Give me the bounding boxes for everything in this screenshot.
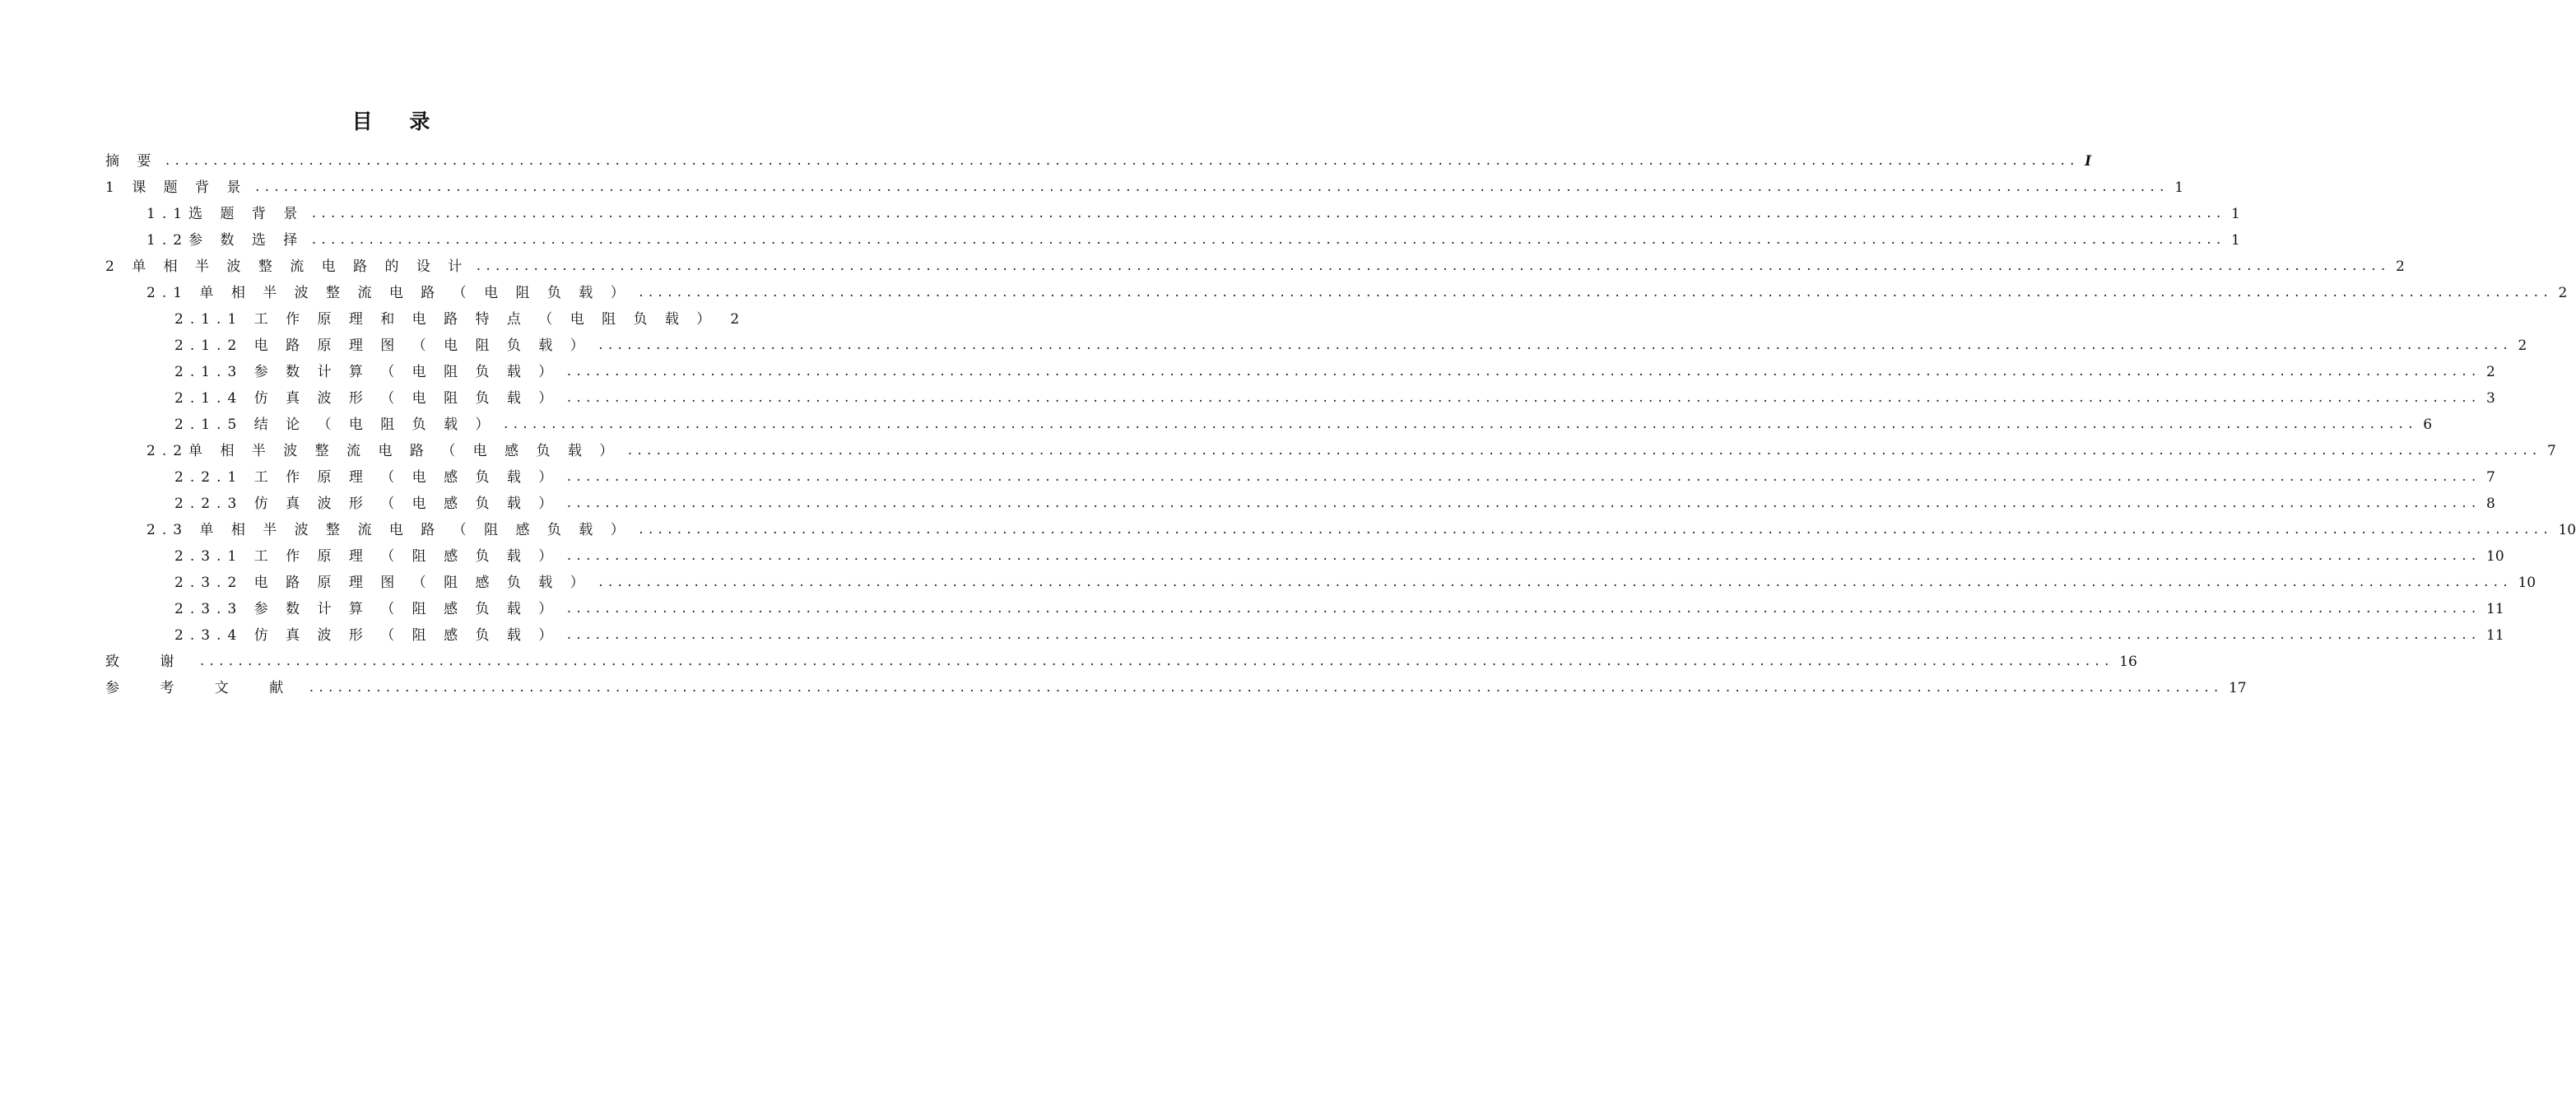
toc-entry-label: 2.2单 相 半 波 整 流 电 路 （ 电 感 负 载 ） (146, 443, 621, 459)
toc-leader-dots: ........................................................................................................................................................................................................ (310, 207, 2225, 221)
toc-entry[interactable] (174, 361, 2495, 384)
toc-leader-dots: ........................................................................................................................................................................................................ (565, 471, 2481, 484)
toc-entry-label: 2.3 单 相 半 波 整 流 电 路 （ 阻 感 负 载 ） (146, 522, 631, 538)
toc-entry-label: 2.2.1 工 作 原 理 （ 电 感 负 载 ） (174, 469, 560, 486)
toc-leader-dots: ........................................................................................................................................................................................................ (310, 234, 2225, 247)
toc-entry[interactable] (105, 677, 2247, 700)
toc-leader-dots: ........................................................................................................................................................................................................ (475, 260, 2390, 273)
toc-entry[interactable] (174, 334, 2527, 357)
toc-entry[interactable] (105, 150, 2092, 173)
toc-entry-page: 2 (2518, 338, 2527, 354)
toc-entry[interactable] (174, 466, 2495, 489)
toc-entry[interactable] (105, 650, 2137, 673)
toc-entry-page: 10 (2518, 575, 2536, 591)
toc-entry-label: 1.1选 题 背 景 (146, 206, 305, 222)
toc-entry-label: 2.1.5 结 论 （ 电 阻 负 载 ） (174, 417, 496, 433)
toc-entry-label: 摘 要 (105, 153, 158, 170)
toc-leader-dots: ........................................................................................................................................................................................................ (637, 286, 2552, 300)
toc-leader-dots: ........................................................................................................................................................................................................ (597, 576, 2512, 589)
toc-entry[interactable] (174, 571, 2536, 594)
toc-entry-page: 2 (2396, 258, 2405, 275)
toc-entry-page: 2 (2558, 285, 2568, 301)
toc-leader-dots: ........................................................................................................................................................................................................ (597, 339, 2512, 352)
toc-leader-dots: ........................................................................................................................................................................................................ (565, 603, 2481, 616)
toc-entry[interactable] (174, 492, 2495, 515)
toc-leader-dots: ........................................................................................................................................................................................................ (565, 497, 2481, 510)
toc-entry[interactable] (174, 387, 2495, 410)
toc-entry-page: I (2085, 153, 2092, 170)
toc-entry[interactable] (105, 255, 2405, 278)
toc-entry[interactable] (146, 203, 2240, 226)
toc-leader-dots: ........................................................................................................................................................................................................ (308, 682, 2222, 695)
toc-entry-page: 11 (2486, 627, 2504, 644)
toc-leader-dots: ........................................................................................................................................................................................................ (626, 445, 2541, 458)
toc-entry-label: 2 单 相 半 波 整 流 电 路 的 设 计 (105, 258, 469, 275)
toc-leader-dots: ........................................................................................................................................................................................................ (565, 392, 2481, 405)
toc-leader-dots: ........................................................................................................................................................................................................ (565, 629, 2481, 642)
toc-entry[interactable] (105, 176, 2184, 199)
toc-entry-label: 2.3.1 工 作 原 理 （ 阻 感 负 载 ） (174, 548, 560, 565)
toc-entry-page: 2 (730, 311, 740, 328)
toc-entry-label: 参 考 文 献 (105, 680, 302, 696)
toc-entry-label: 2.1.4 仿 真 波 形 （ 电 阻 负 载 ） (174, 390, 560, 407)
toc-leader-dots: ........................................................................................................................................................................................................ (164, 155, 2079, 168)
toc-entry-label: 2.3.2 电 路 原 理 图 （ 阻 感 负 载 ） (174, 575, 591, 591)
toc-leader-dots: ........................................................................................................................................................................................................ (253, 181, 2169, 194)
toc-entry-label: 2.1.1 工 作 原 理 和 电 路 特 点 （ 电 阻 负 载 ） (174, 311, 718, 328)
toc-entry[interactable] (174, 413, 2433, 436)
toc-leader-dots: ........................................................................................................................................................................................................ (198, 655, 2113, 668)
toc-entry[interactable] (174, 308, 740, 331)
toc-entry-label: 2.1.3 参 数 计 算 （ 电 阻 负 载 ） (174, 364, 560, 380)
toc-entry-page: 10 (2486, 548, 2504, 565)
toc-entry[interactable] (146, 519, 2576, 542)
toc-entry-label: 1 课 题 背 景 (105, 179, 248, 196)
toc-entry-page: 7 (2547, 443, 2556, 459)
toc-entry-label: 2.3.4 仿 真 波 形 （ 阻 感 负 载 ） (174, 627, 560, 644)
toc-leader-dots: ........................................................................................................................................................................................................ (637, 524, 2552, 537)
toc-entry-page: 3 (2486, 390, 2495, 407)
toc-entry[interactable] (174, 545, 2504, 568)
toc-title: 目 录 (351, 109, 445, 133)
toc-entry-page: 16 (2119, 654, 2137, 670)
toc-entry-label: 致 谢 (105, 654, 193, 670)
toc-leader-dots: ........................................................................................................................................................................................................ (502, 418, 2417, 431)
toc-entry-page: 1 (2231, 232, 2240, 249)
toc-leader-dots: ........................................................................................................................................................................................................ (565, 550, 2481, 563)
toc-entry-page: 11 (2486, 601, 2504, 617)
toc-entry-label: 2.1 单 相 半 波 整 流 电 路 （ 电 阻 负 载 ） (146, 285, 631, 301)
toc-entry-label: 2.3.3 参 数 计 算 （ 阻 感 负 载 ） (174, 601, 560, 617)
toc-entry-page: 8 (2486, 496, 2495, 512)
toc-entry-page: 1 (2231, 206, 2240, 222)
toc-entry-label: 2.1.2 电 路 原 理 图 （ 电 阻 负 载 ） (174, 338, 591, 354)
toc-leader-dots: ........................................................................................................................................................................................................ (565, 365, 2481, 379)
toc-entry-page: 10 (2558, 522, 2576, 538)
toc-entry[interactable] (174, 598, 2504, 621)
toc-entry[interactable] (146, 229, 2240, 252)
toc-entry-page: 7 (2486, 469, 2495, 486)
toc-entry[interactable] (146, 282, 2568, 305)
toc-entry-page: 1 (2174, 179, 2184, 196)
toc-entry-page: 2 (2486, 364, 2495, 380)
toc-entry[interactable] (146, 440, 2556, 463)
toc-entry-page: 6 (2423, 417, 2433, 433)
toc-entry-label: 1.2参 数 选 择 (146, 232, 305, 249)
toc-entry[interactable] (174, 624, 2504, 647)
toc-entry-label: 2.2.3 仿 真 波 形 （ 电 感 负 载 ） (174, 496, 560, 512)
toc-entry-page: 17 (2228, 680, 2247, 696)
